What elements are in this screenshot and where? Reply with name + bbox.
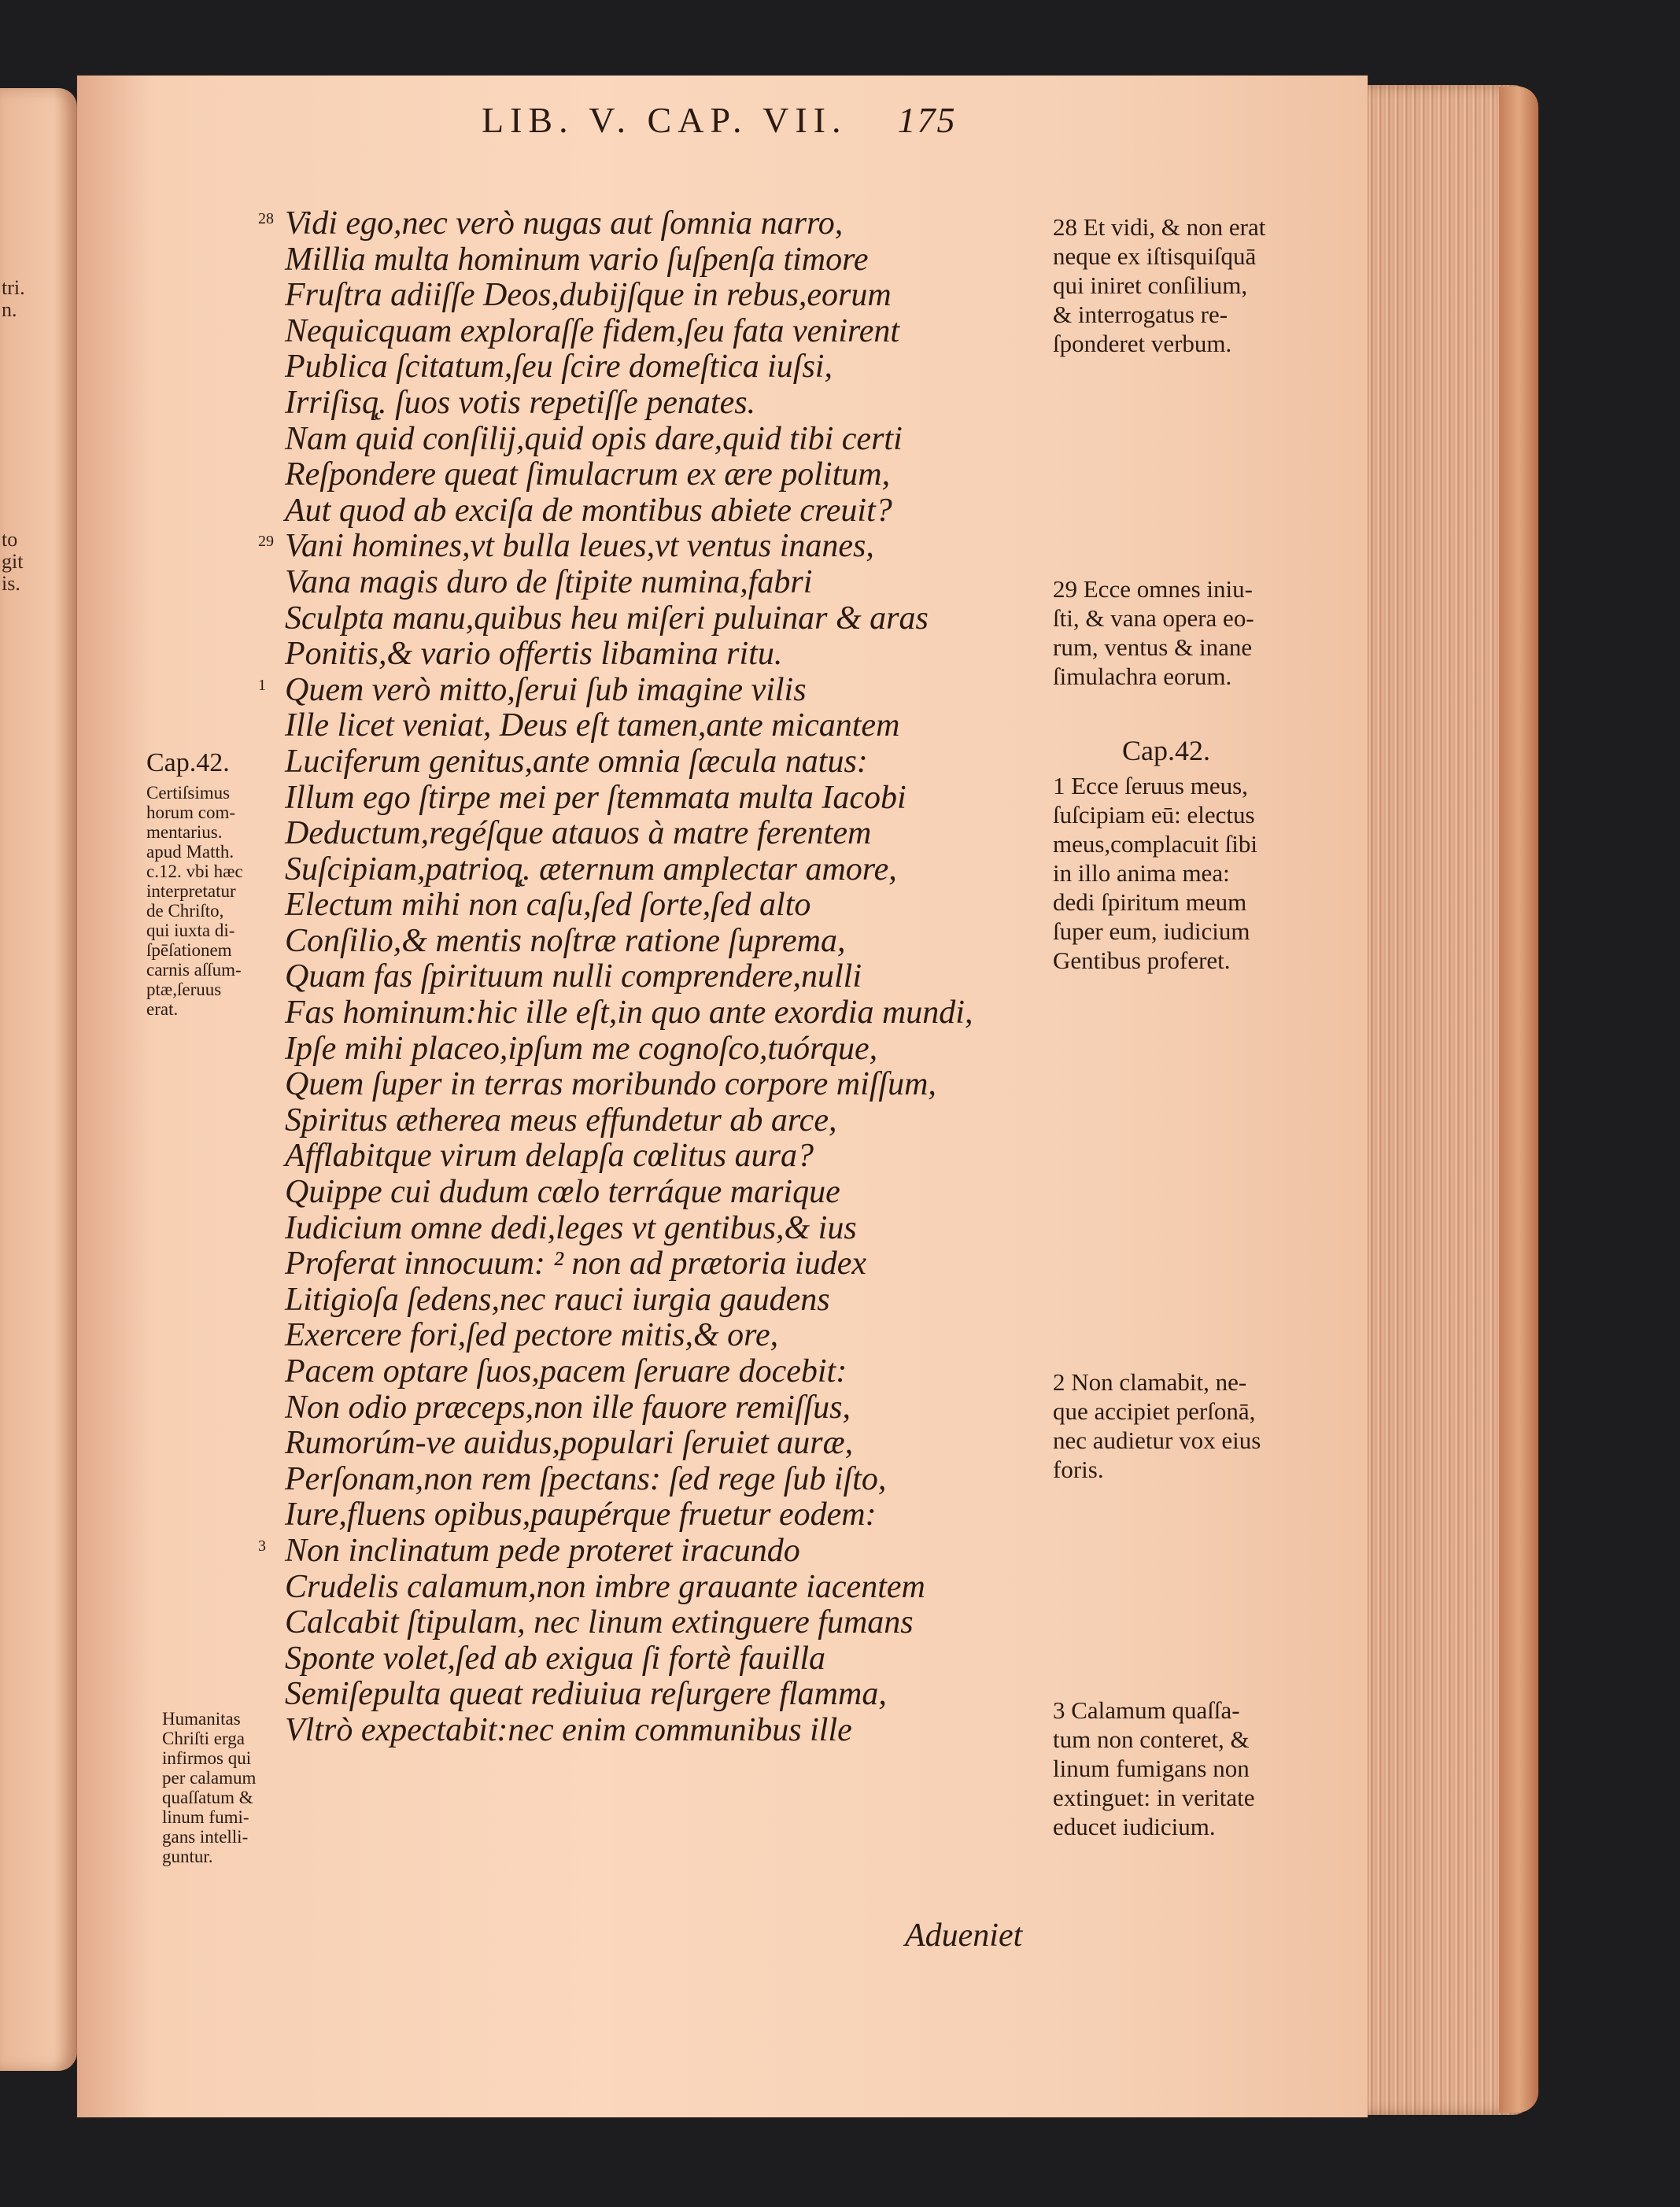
verse-text: Quem verò mitto,ſerui ſub imagine vilis [285, 671, 807, 708]
verse-text: Irriſisq̨. ſuos votis repetiſſe penates. [285, 384, 756, 421]
verse-text: Quippe cui dudum cœlo terráque marique [285, 1174, 840, 1211]
facing-page-fragment: n. [2, 298, 17, 321]
verse-text: Non inclinatum pede proteret iracundo [285, 1532, 800, 1569]
verse-text: Iudicium omne dedi,leges vt gentibus,& ius [285, 1209, 857, 1246]
note-line: dedi ſpiritum meum [1053, 888, 1247, 916]
verse-number: 29 [258, 533, 274, 551]
verse-line [285, 816, 1056, 852]
verse-line [285, 1390, 1056, 1426]
verse-line [285, 1211, 1056, 1247]
book-cover-edge [1499, 87, 1538, 2113]
verse-line [285, 959, 1056, 995]
verse-line [258, 671, 1056, 709]
note-line: 28 Et vidi, & non erat [1053, 213, 1266, 241]
verse-text: Luciferum genitus,ante omnia ſæcula natus: [285, 743, 868, 780]
verse-text: Ponitis,& vario offertis libamina ritu. [285, 636, 783, 673]
running-title: LIB. V. CAP. VII. [482, 100, 847, 140]
right-margin-note [1053, 1696, 1255, 1841]
note-line: & interrogatus re- [1053, 301, 1228, 328]
note-line: ſponderet verbum. [1053, 330, 1232, 357]
verse-text: Vana magis duro de ſtipite numina,fabri [285, 563, 813, 600]
page-number: 175 [897, 100, 957, 140]
note-line: 2 Non clamabit, ne- [1053, 1368, 1247, 1396]
verse-line [285, 708, 1056, 744]
note-line: que accipiet perſonā, [1053, 1397, 1256, 1425]
note-line: Humanitas [162, 1709, 241, 1729]
verse-line [285, 1103, 1056, 1139]
verse-line [285, 386, 1056, 422]
verse-line [285, 1426, 1056, 1462]
verse-line [258, 1532, 1056, 1570]
note-line: horum com- [146, 803, 236, 822]
note-line: apud Matth. [146, 842, 234, 862]
verse-line [285, 565, 1056, 601]
note-line: Certiſsimus [146, 783, 231, 803]
verse-line [285, 314, 1056, 350]
note-line: meus,complacuit ſibi [1053, 830, 1258, 858]
facing-page-fragment: is. [2, 572, 20, 595]
verse-text: Deductum,regéſque atauos à matre ferentem [285, 815, 872, 852]
verse-text: Suſcipiam,patrioq̨. æternum amplectar amore, [285, 851, 897, 888]
facing-page-edge [0, 88, 77, 2071]
note-line: ptæ,ſeruus [146, 980, 222, 999]
note-line: c.12. vbi hæc [146, 862, 243, 881]
verse-line [285, 995, 1056, 1032]
verse-text: Fas hominum:hic ille eſt,in quo ante exordia mundi, [285, 995, 973, 1032]
right-margin-note [1053, 771, 1257, 975]
chapter-heading-right: Cap.42. [1122, 735, 1210, 766]
verse-line [285, 744, 1056, 781]
verse-text: Sponte volet,ſed ab exigua ſi fortè fauilla [285, 1640, 826, 1677]
facing-page-fragment: tri. [2, 276, 25, 299]
note-line: nec audietur vox eius [1053, 1426, 1261, 1454]
verse-line [285, 1641, 1056, 1677]
verse-text: Exercere fori,ſed pectore mitis,& ore, [285, 1317, 779, 1354]
left-margin-note [146, 783, 243, 1019]
verse-line [285, 1175, 1056, 1211]
verse-line [285, 493, 1056, 530]
verse-text: Illum ego ſtirpe mei per ſtemmata multa Iacobi [285, 779, 906, 816]
verse-text: Nequicquam exploraſſe fidem,ſeu fata venirent [285, 312, 900, 349]
verse-text: Crudelis calamum,non imbre grauante iacentem [285, 1568, 925, 1605]
verse-line [285, 1713, 1056, 1749]
verse-line [285, 422, 1056, 458]
verse-text: Sculpta manu,quibus heu miſeri puluinar & aras [285, 600, 929, 637]
verse-text: Semiſepulta queat rediuiua reſurgere flamma, [285, 1676, 887, 1713]
note-line: ſti, & vana opera eo- [1053, 604, 1254, 632]
note-line: extinguet: in veritate [1053, 1784, 1255, 1811]
note-line: educet iudicium. [1053, 1813, 1216, 1840]
verse-text: Nam quid conſilij,quid opis dare,quid tibi certi [285, 420, 903, 457]
verse-line [285, 278, 1056, 314]
verse-line [285, 1032, 1056, 1068]
verse-text: Aut quod ab exciſa de montibus abiete creuit? [285, 492, 892, 529]
note-line: qui iniret conſilium, [1053, 271, 1248, 299]
verse-number: 28 [258, 210, 274, 227]
note-line: qui iuxta di- [146, 921, 235, 940]
verse-text: Afflabitque virum delapſa cœlitus aura? [285, 1138, 814, 1175]
note-line: erat. [146, 999, 179, 1019]
verse-text: Conſilio,& mentis noſtræ ratione ſuprema, [285, 922, 846, 959]
verse-line [285, 457, 1056, 493]
verse-text: Rumorúm-ve auidus,populari ſeruiet auræ, [285, 1425, 854, 1462]
note-line: linum fumi- [162, 1807, 249, 1827]
verse-text: Reſpondere queat ſimulacrum ex ære politum, [285, 456, 891, 493]
verse-text: Vltrò expectabit:nec enim communibus ille [285, 1711, 852, 1748]
verse-text: Pacem optare ſuos,pacem ſeruare docebit: [285, 1353, 847, 1390]
verse-text: Litigioſa ſedens,nec rauci iurgia gaudens [285, 1281, 830, 1318]
note-line: quaſſatum & [162, 1788, 253, 1807]
note-line: infirmos qui [162, 1748, 252, 1768]
verse-text: Ipſe mihi placeo,ipſum me cognoſco,tuórque, [285, 1030, 878, 1067]
note-line: rum, ventus & inane [1053, 633, 1253, 661]
right-margin-note [1053, 574, 1254, 691]
note-line: foris. [1053, 1456, 1104, 1483]
verse-text: Quam fas ſpirituum nulli comprendere,nulli [285, 958, 862, 995]
note-line: 3 Calamum quaſſa- [1053, 1696, 1240, 1724]
note-line: 1 Ecce ſeruus meus, [1053, 772, 1248, 799]
verse-text: Publica ſcitatum,ſeu ſcire domeſtica iuſsi, [285, 349, 833, 386]
verse-line [285, 1462, 1056, 1498]
note-line: ſuſcipiam eū: electus [1053, 801, 1255, 829]
verse-line [285, 349, 1056, 386]
note-line: interpretatur [146, 881, 236, 901]
note-line: ſimulachra eorum. [1053, 662, 1232, 690]
verse-line [285, 1282, 1056, 1319]
verse-number: 3 [258, 1537, 266, 1555]
verse-text: Quem ſuper in terras moribundo corpore miſſum, [285, 1066, 936, 1103]
verse-line [285, 1318, 1056, 1354]
note-line: ſuper eum, iudicium [1053, 917, 1250, 945]
verse-line [285, 1354, 1056, 1390]
note-line: Gentibus proferet. [1053, 947, 1231, 974]
verse-text: Ille licet veniat, Deus eſt tamen,ante micantem [285, 707, 900, 744]
verse-line [285, 1139, 1056, 1175]
verse-line [285, 1497, 1056, 1533]
note-line: de Chriſto, [146, 901, 224, 921]
chapter-heading-left: Cap.42. [146, 748, 230, 777]
facing-page-fragment: git [2, 550, 24, 573]
verse-text: Vani homines,vt bulla leues,vt ventus inanes, [285, 528, 874, 565]
verse-line [285, 852, 1056, 888]
verse-text: Perſonam,non rem ſpectans: ſed rege ſub iſto, [285, 1460, 887, 1497]
note-line: carnis aſſum- [146, 960, 242, 980]
verse-text: Vidi ego,nec verò nugas aut ſomnia narro, [285, 205, 844, 242]
note-line: Chriſti erga [162, 1729, 245, 1748]
note-line: guntur. [162, 1847, 213, 1866]
verse-text: Fruſtra adiiſſe Deos,dubijſque in rebus,eorum [285, 277, 892, 314]
verse-text: Spiritus ætherea meus effundetur ab arce, [285, 1102, 837, 1139]
verse-text: Millia multa hominum vario ſuſpenſa timore [285, 241, 869, 278]
verse-line [285, 1570, 1056, 1606]
verse-line [258, 205, 1056, 242]
running-header [482, 99, 956, 141]
catchword: Adueniet [905, 1917, 1023, 1954]
verse-line [285, 888, 1056, 924]
note-line: mentarius. [146, 822, 223, 842]
verse-line [258, 528, 1056, 565]
verse-line [285, 1605, 1056, 1641]
verse-line [285, 1677, 1056, 1713]
note-line: ſpēſationem [146, 940, 232, 960]
verse-line [285, 1067, 1056, 1103]
verse-text: Proferat innocuum: ² non ad prætoria iudex [285, 1246, 866, 1282]
right-margin-note [1053, 212, 1265, 358]
note-line: per calamum [162, 1768, 257, 1788]
verse-line [285, 242, 1056, 279]
verse-text: Electum mihi non caſu,ſed ſorte,ſed alto [285, 887, 811, 924]
verse-line [285, 601, 1056, 637]
left-margin-note [162, 1709, 256, 1866]
verse-text: Calcabit ſtipulam, nec linum extinguere fumans [285, 1604, 914, 1641]
right-margin-note [1053, 1367, 1261, 1484]
verse-line [285, 781, 1056, 817]
note-line: tum non conteret, & [1053, 1725, 1250, 1753]
facing-page-fragment: to [2, 528, 18, 551]
verse-line [285, 1246, 1056, 1282]
verse-text: Non odio præceps,non ille fauore remiſſus, [285, 1389, 851, 1426]
verse-text: Iure,fluens opibus,paupérque fruetur eodem: [285, 1497, 877, 1533]
note-line: 29 Ecce omnes iniu- [1053, 575, 1253, 603]
verse-column [258, 205, 1056, 1749]
verse-line [285, 924, 1056, 960]
note-line: in illo anima mea: [1053, 859, 1230, 887]
note-line: gans intelli- [162, 1827, 249, 1847]
note-line: linum fumigans non [1053, 1755, 1250, 1782]
note-line: neque ex iſtisquiſquā [1053, 242, 1257, 270]
verse-number: 1 [258, 676, 266, 694]
verse-line [285, 637, 1056, 673]
